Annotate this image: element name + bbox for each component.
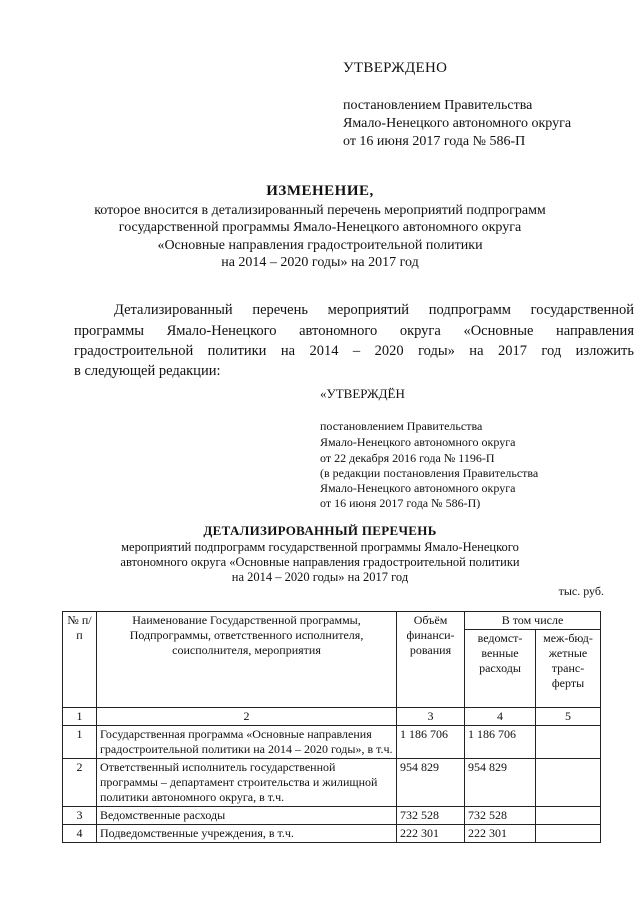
intro-line: градостроительной политики на 2014 – 2020 годы» на 2017 год изложить bbox=[74, 343, 634, 359]
row-name: Ведомственные расходы bbox=[97, 807, 397, 825]
approval-heading: УТВЕРЖДЕНО bbox=[343, 60, 448, 76]
approval-line: от 16 июня 2017 года № 586-П bbox=[343, 134, 526, 149]
approval-line: Ямало-Ненецкого автономного округа bbox=[343, 116, 572, 131]
header-name: Наименование Государственной программы, Подпрограммы, ответственного исполнителя, соисполнителя, мероприятия bbox=[97, 612, 397, 708]
intro-line: программы Ямало-Ненецкого автономного округа «Основные направления bbox=[74, 323, 634, 339]
header-departmental: ведомст-венные расходы bbox=[465, 630, 536, 708]
list-subtitle-line: мероприятий подпрограмм государственной программы Ямало-Ненецкого bbox=[121, 540, 519, 554]
row-departmental: 954 829 bbox=[465, 759, 536, 807]
row-volume: 954 829 bbox=[397, 759, 465, 807]
quoted-approval-heading: «УТВЕРЖДЁН bbox=[320, 386, 405, 401]
document-subtitle-line: на 2014 – 2020 годы» на 2017 год bbox=[221, 255, 419, 270]
table-header-row bbox=[63, 612, 601, 630]
index-cell: 1 bbox=[63, 708, 97, 726]
row-num: 1 bbox=[63, 726, 97, 759]
row-departmental: 1 186 706 bbox=[465, 726, 536, 759]
row-interbudget bbox=[536, 807, 601, 825]
row-name: Государственная программа «Основные направления градостроительной политики на 2014 – 2020 годы», в т.ч. bbox=[97, 726, 397, 759]
document-subtitle-line: государственной программы Ямало-Ненецкого автономного округа bbox=[118, 220, 522, 235]
header-num: № п/п bbox=[63, 612, 97, 708]
row-interbudget bbox=[536, 825, 601, 843]
table-row bbox=[63, 807, 601, 825]
header-interbudget: меж-бюд-жетные транс-ферты bbox=[536, 630, 601, 708]
index-cell: 5 bbox=[536, 708, 601, 726]
quoted-approval-line: Ямало-Ненецкого автономного округа bbox=[320, 435, 516, 449]
header-volume: Объём финанси-рования bbox=[397, 612, 465, 708]
quoted-approval-line: постановлением Правительства bbox=[320, 419, 483, 433]
row-interbudget bbox=[536, 726, 601, 759]
document-subtitle-line: которое вносится в детализированный перечень мероприятий подпрограмм bbox=[94, 203, 546, 218]
quoted-approval-line: от 22 декабря 2016 года № 1196-П bbox=[320, 451, 495, 465]
measures-table bbox=[62, 611, 601, 843]
document-title: ИЗМЕНЕНИЕ, bbox=[266, 183, 374, 199]
list-subtitle-line: автономного округа «Основные направления градостроительной политики bbox=[120, 555, 520, 569]
quoted-approval-line: (в редакции постановления Правительства bbox=[320, 466, 539, 480]
row-num: 3 bbox=[63, 807, 97, 825]
row-num: 4 bbox=[63, 825, 97, 843]
list-title: ДЕТАЛИЗИРОВАННЫЙ ПЕРЕЧЕНЬ bbox=[203, 523, 437, 538]
table-row bbox=[63, 825, 601, 843]
row-interbudget bbox=[536, 759, 601, 807]
intro-line: Детализированный перечень мероприятий подпрограмм государственной bbox=[114, 302, 634, 318]
quoted-approval-line: от 16 июня 2017 года № 586-П) bbox=[320, 496, 481, 510]
table-row bbox=[63, 759, 601, 807]
index-cell: 4 bbox=[465, 708, 536, 726]
document-subtitle-line: «Основные направления градостроительной политики bbox=[157, 238, 483, 253]
row-departmental: 222 301 bbox=[465, 825, 536, 843]
row-volume: 732 528 bbox=[397, 807, 465, 825]
row-name: Ответственный исполнитель государственной программы – департамент строительства и жилищной политики автономного округа, в т.ч. bbox=[97, 759, 397, 807]
units-label: тыс. руб. bbox=[558, 584, 604, 598]
index-cell: 3 bbox=[397, 708, 465, 726]
row-volume: 222 301 bbox=[397, 825, 465, 843]
row-departmental: 732 528 bbox=[465, 807, 536, 825]
intro-line: в следующей редакции: bbox=[74, 363, 221, 379]
table-row bbox=[63, 726, 601, 759]
quoted-approval-line: Ямало-Ненецкого автономного округа bbox=[320, 481, 516, 495]
row-num: 2 bbox=[63, 759, 97, 807]
approval-line: постановлением Правительства bbox=[343, 98, 533, 113]
row-volume: 1 186 706 bbox=[397, 726, 465, 759]
header-including: В том числе bbox=[465, 612, 601, 630]
list-subtitle-line: на 2014 – 2020 годы» на 2017 год bbox=[231, 570, 409, 584]
table-index-row bbox=[63, 708, 601, 726]
index-cell: 2 bbox=[97, 708, 397, 726]
row-name: Подведомственные учреждения, в т.ч. bbox=[97, 825, 397, 843]
